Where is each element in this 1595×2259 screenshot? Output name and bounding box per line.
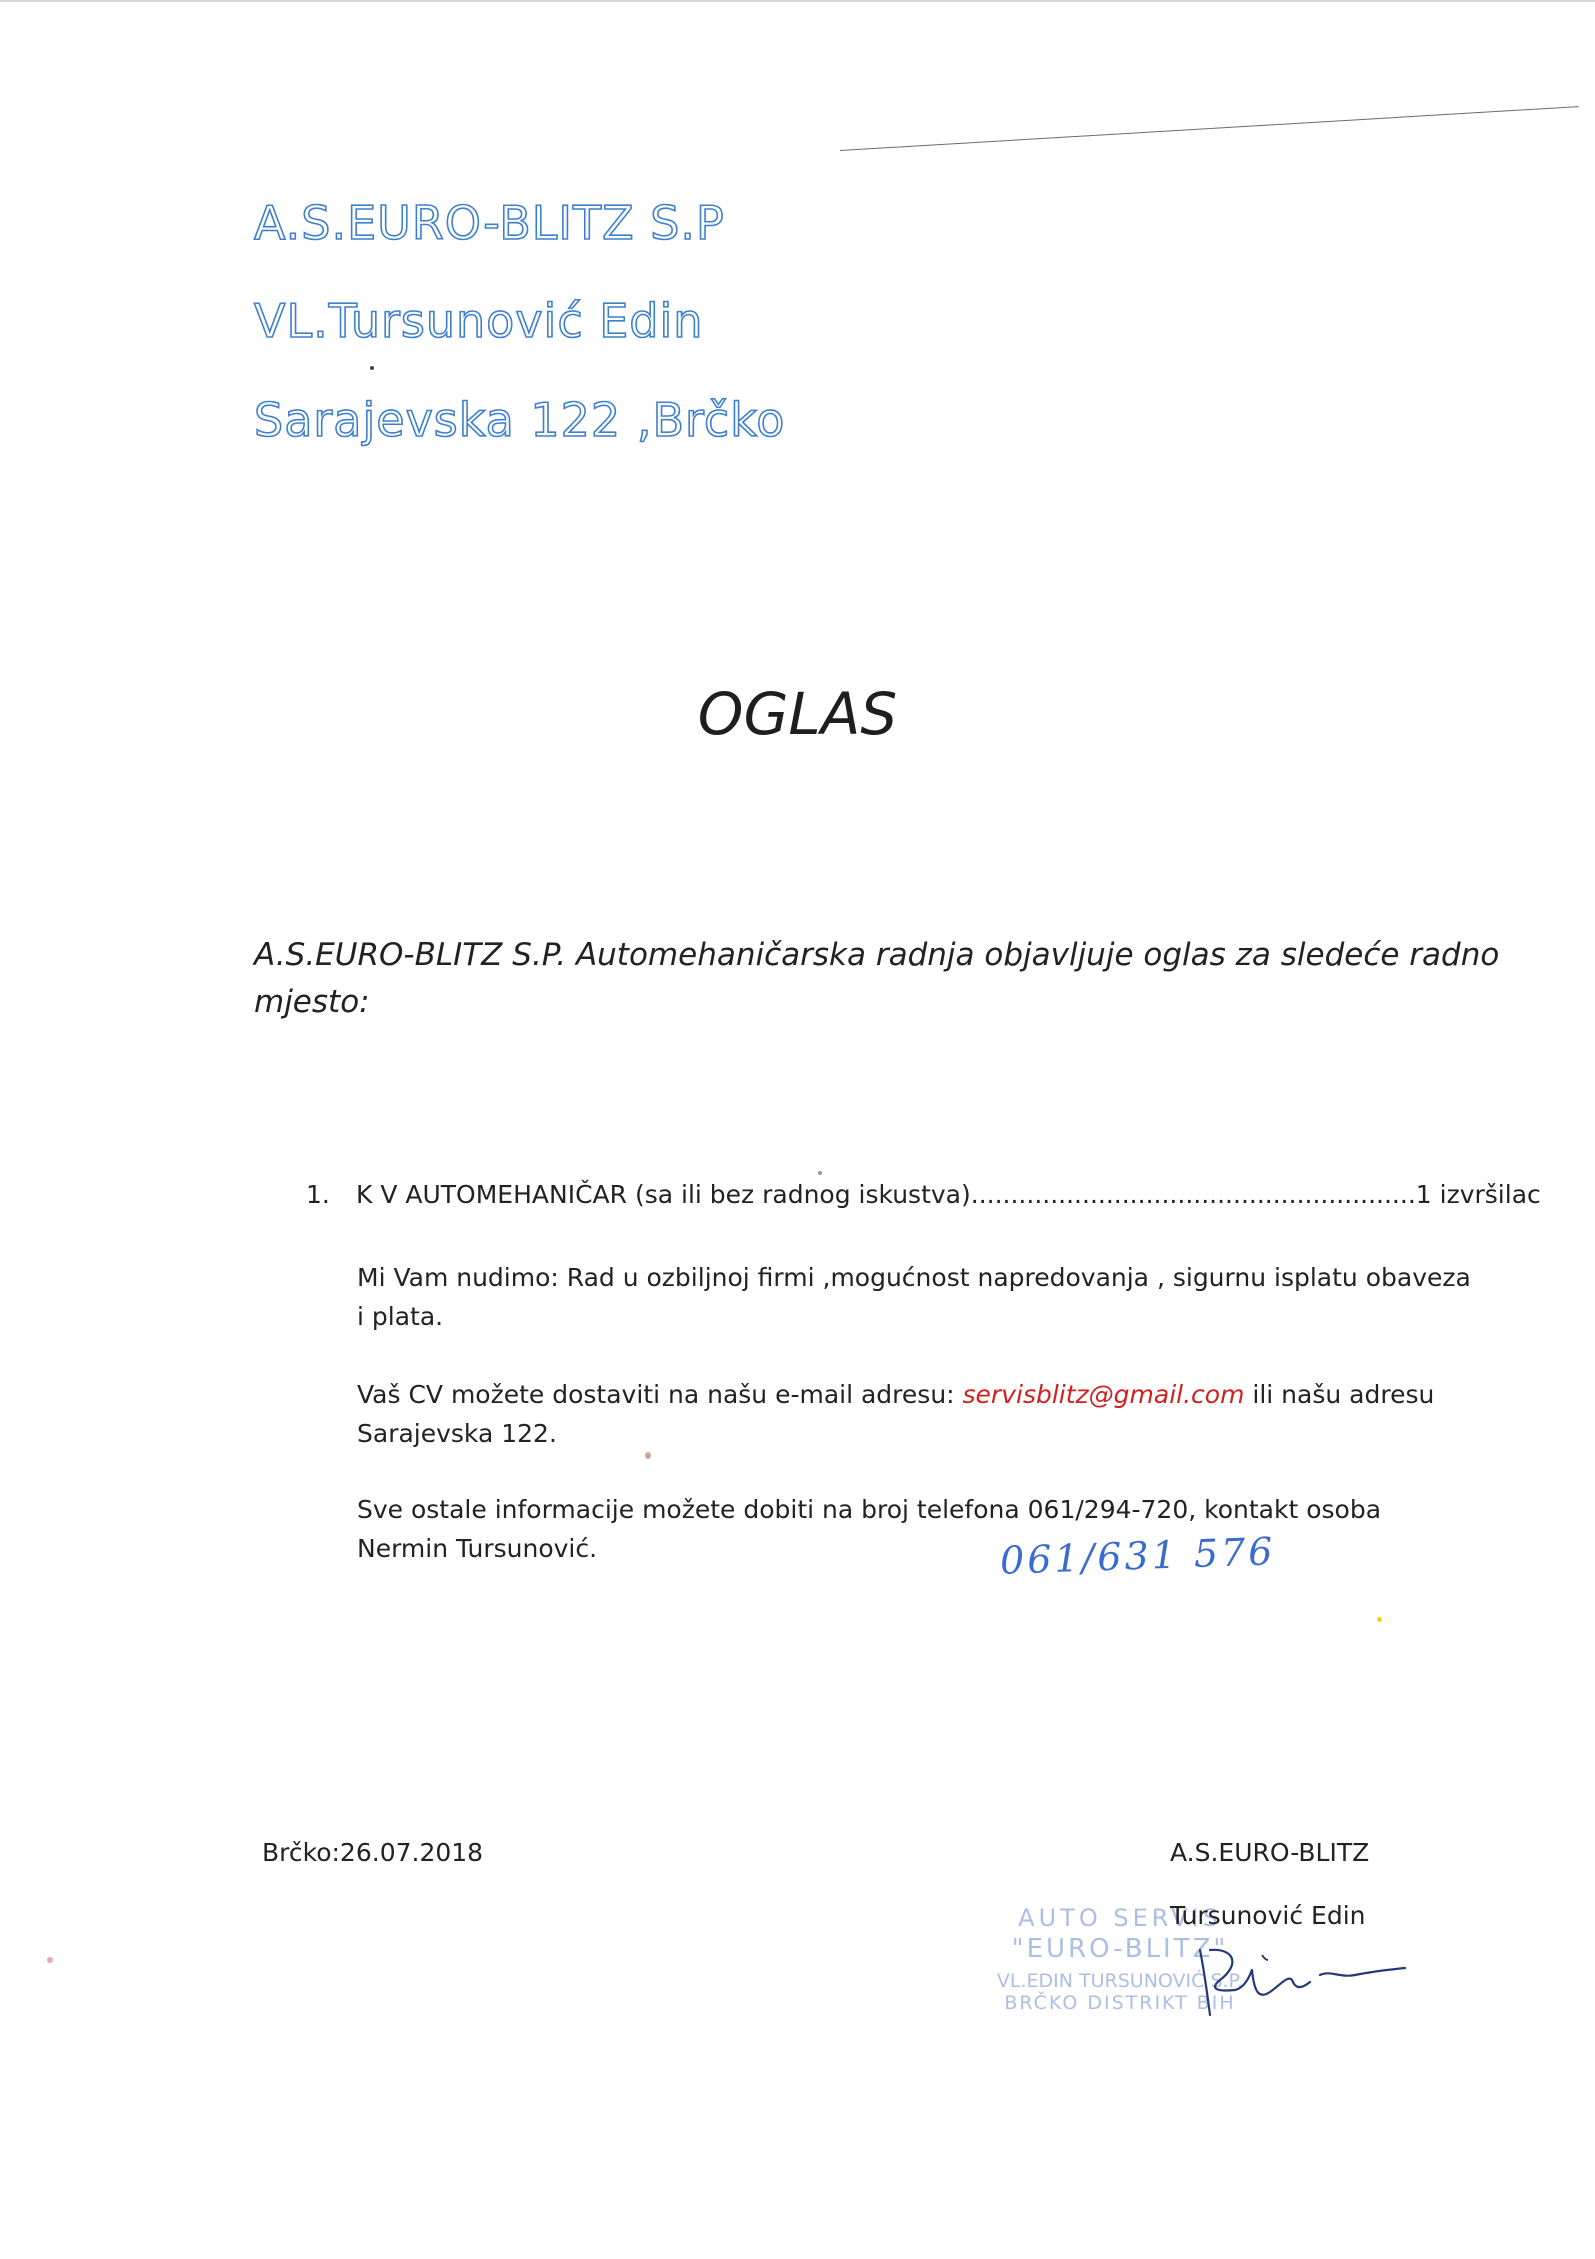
signature-name: Tursunović Edin xyxy=(1170,1901,1366,1930)
header-company: A.S.EURO-BLITZ S.P xyxy=(254,196,725,250)
scan-speck xyxy=(47,1957,53,1963)
document-date: Brčko:26.07.2018 xyxy=(262,1838,484,1867)
document-title: OGLAS xyxy=(697,680,898,748)
cv-paragraph xyxy=(357,1375,1477,1453)
job-number: 1. xyxy=(306,1180,330,1209)
stamp-line-3: VL.EDIN TURSUNOVIĆ S.P. xyxy=(996,1970,1244,1992)
info-paragraph: Sve ostale informacije možete dobiti na broj telefona 061/294-720, kontakt osoba Nermin Tursunović. xyxy=(357,1495,1382,1563)
job-count: 1 izvršilac xyxy=(1415,1180,1541,1209)
header-owner: VL.Tursunović Edin xyxy=(254,294,704,348)
offer-paragraph: Mi Vam nudimo: Rad u ozbiljnoj firmi ,mogućnost napredovanja , sigurnu isplatu obaveza i plata. xyxy=(357,1263,1471,1331)
scan-speck xyxy=(818,1171,822,1175)
stamp-line-1: AUTO SERVIS xyxy=(1018,1904,1222,1932)
scan-artifact-line xyxy=(840,106,1579,151)
scan-speck xyxy=(645,1452,651,1459)
job-listing-item xyxy=(306,1180,1541,1209)
cv-text-before: Vaš CV možete dostaviti na našu e-mail adresu: xyxy=(357,1380,963,1409)
cv-text-after: ili našu adresu Sarajevska 122. xyxy=(357,1380,1435,1448)
stamp-line-4: BRČKO DISTRIKT BIH xyxy=(1004,1992,1236,2014)
email-link[interactable]: servisblitz@gmail.com xyxy=(962,1380,1245,1409)
job-dots: ........................................................ xyxy=(970,1180,1416,1209)
job-position: K V AUTOMEHANIČAR (sa ili bez radnog iskustva) xyxy=(356,1180,971,1209)
scan-speck xyxy=(1377,1617,1382,1622)
scan-edge-line xyxy=(0,0,1595,2)
header-address: Sarajevska 122 ,Brčko xyxy=(254,393,786,447)
signature-company: A.S.EURO-BLITZ xyxy=(1170,1838,1370,1867)
scan-speck xyxy=(370,366,374,370)
handwritten-signature xyxy=(1180,1930,1410,2020)
handwritten-phone-number: 061/631 576 xyxy=(999,1529,1277,1583)
intro-paragraph: A.S.EURO-BLITZ S.P. Automehaničarska radnja objavljuje oglas za sledeće radno mjesto: xyxy=(254,937,1500,1020)
stamp-line-2: "EURO-BLITZ" xyxy=(1011,1934,1229,1964)
